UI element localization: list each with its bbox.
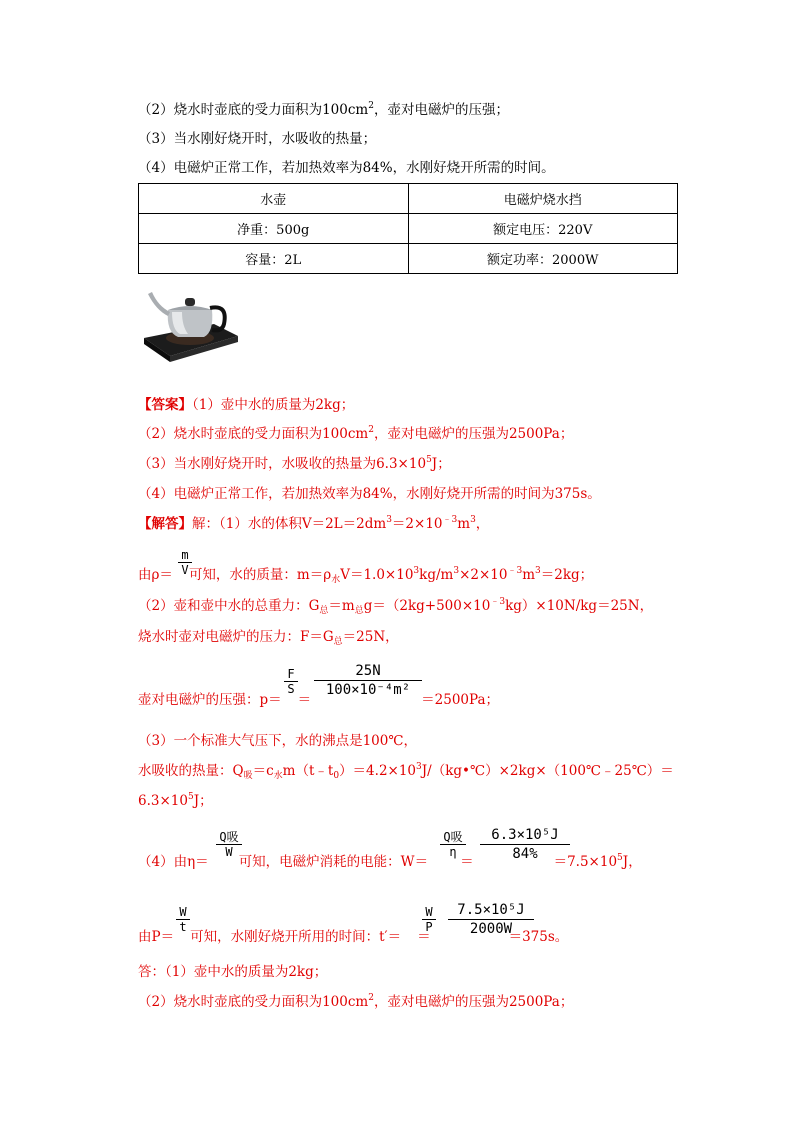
superscript: ﹣3 <box>442 515 458 525</box>
answer-1 <box>138 395 354 415</box>
closing-1: 答：（1）壶中水的质量为2kg； <box>138 964 328 980</box>
solution-2 <box>138 565 593 585</box>
fraction-denominator: V <box>181 563 189 577</box>
solution-text: 由ρ＝ <box>138 567 173 583</box>
solution-text: ， <box>475 516 490 532</box>
table-cell: 额定电压：220V <box>408 214 678 244</box>
fraction-numerator: 7.5×10⁵J <box>457 902 525 918</box>
subscript: 水 <box>331 575 341 585</box>
solution-5 <box>138 690 499 710</box>
solution-text: m <box>522 567 535 583</box>
superscript: 2 <box>368 993 374 1003</box>
superscript: 3 <box>453 566 460 576</box>
subscript: 水 <box>273 771 283 781</box>
solution-text: J/（kg•℃）×2kg×（100℃﹣25℃）＝ <box>421 763 674 779</box>
question-3: （3）当水刚好烧开时，水吸收的热量； <box>138 131 377 147</box>
table-header-cell: 水壶 <box>139 184 409 214</box>
solution-3 <box>138 596 653 616</box>
answer-2-text: （2）烧水时壶底的受力面积为100cm <box>138 426 369 442</box>
solution-8 <box>138 791 213 811</box>
spec-table <box>138 183 678 274</box>
answer-4: （4）电磁炉正常工作，若加热效率为84%，水刚好烧开所需的时间为375s。 <box>138 486 601 502</box>
question-2-end: ，壶对电磁炉的压强； <box>373 102 509 118</box>
answer-tag: 【答案】 <box>138 397 192 413</box>
solution-text: ＝m <box>328 598 355 614</box>
fraction-numerator: Q吸 <box>219 830 239 844</box>
solution-text: 壶对电磁炉的压强：p＝ <box>138 692 282 708</box>
solution-text: ＝ <box>417 929 431 945</box>
table-row <box>139 214 678 244</box>
solution-text: J， <box>622 854 642 870</box>
fraction-denominator: W <box>225 845 233 859</box>
fraction-denominator: t <box>179 920 187 934</box>
solution-4 <box>138 627 399 647</box>
table-cell: 净重：500g <box>139 214 409 244</box>
solution-text: 由P＝ <box>138 929 175 945</box>
superscript: ﹣3 <box>507 566 523 576</box>
solution-9 <box>138 852 642 872</box>
solution-10 <box>138 927 568 947</box>
fraction-denominator: 100×10⁻⁴m² <box>325 682 411 698</box>
solution-text: 可知，水的质量：m＝ρ <box>188 567 332 583</box>
table-row <box>139 244 678 274</box>
fraction-denominator: P <box>425 920 433 934</box>
solution-text: 可知，水刚好烧开所用的时间：t′＝ <box>190 929 402 945</box>
solution-text: 水吸收的热量：Q <box>138 763 244 779</box>
solution-text: ＝2×10 <box>391 516 443 532</box>
fraction-numerator: m <box>181 548 189 562</box>
superscript: 2 <box>368 101 374 111</box>
solution-text: m（t﹣t <box>282 763 334 779</box>
fraction-numerator: 6.3×10⁵J <box>491 827 559 843</box>
solution-text: ＝7.5×10 <box>553 854 618 870</box>
solution-text: g＝（2kg+500×10 <box>363 598 491 614</box>
solution-text: 6.3×10 <box>138 793 188 809</box>
table-header-row <box>139 184 678 214</box>
subscript: 总 <box>333 637 343 647</box>
solution-text: （2）壶和壶中水的总重力：G <box>138 598 320 614</box>
answer-2 <box>138 424 573 444</box>
solution-text: ＝c <box>252 763 274 779</box>
question-2 <box>138 100 509 120</box>
solution-text: ）＝4.2×10 <box>339 763 417 779</box>
superscript: 5 <box>426 455 432 465</box>
solution-text: ＝ <box>297 692 312 708</box>
solution-1 <box>138 514 489 534</box>
superscript: ﹣3 <box>490 597 506 607</box>
question-2-text: （2）烧水时壶底的受力面积为100cm <box>138 102 369 118</box>
fraction-numerator: Q吸 <box>443 830 463 844</box>
answer-3-text: （3）当水刚好烧开时，水吸收的热量为6.3×10 <box>138 456 427 472</box>
subscript: 0 <box>333 771 340 781</box>
superscript: 3 <box>386 515 392 525</box>
fraction-numerator: 25N <box>355 663 381 679</box>
solution-text: ＝2500Pa； <box>421 692 500 708</box>
kettle-on-induction-cooker-image <box>138 280 242 364</box>
fraction-denominator: S <box>287 682 295 696</box>
solution-text: kg/m <box>419 567 454 583</box>
superscript: 3 <box>416 762 422 772</box>
solution-text: ＝375s。 <box>508 929 569 945</box>
fraction-numerator: W <box>179 905 187 919</box>
subscript: 吸 <box>243 771 253 781</box>
superscript: 5 <box>617 853 623 863</box>
solution-text: kg）×10N/kg＝25N， <box>505 598 654 614</box>
subscript: 总 <box>354 606 364 616</box>
table-header-cell: 电磁炉烧水挡 <box>408 184 678 214</box>
solution-text: 烧水时壶对电磁炉的压力：F＝G <box>138 629 334 645</box>
answer-2-end: ，壶对电磁炉的压强为2500Pa； <box>373 426 574 442</box>
table-cell: 容量：2L <box>139 244 409 274</box>
solution-text: J； <box>193 793 213 809</box>
solution-7 <box>138 761 674 781</box>
question-4: （4）电磁炉正常工作，若加热效率为84%，水刚好烧开所需的时间。 <box>138 160 555 176</box>
solution-text: ＝25N， <box>342 629 399 645</box>
solution-6: （3）一个标准大气压下，水的沸点是100℃， <box>138 733 417 749</box>
fraction-numerator: F <box>287 667 295 681</box>
superscript: 5 <box>187 792 194 802</box>
subscript: 总 <box>319 606 329 616</box>
solution-tag: 【解答】 <box>138 516 192 532</box>
closing-text: ，壶对电磁炉的压强为2500Pa； <box>373 994 574 1010</box>
fraction-denominator: η <box>449 845 457 859</box>
solution-text: 可知，电磁炉消耗的电能：W＝ <box>238 854 429 870</box>
superscript: 2 <box>368 425 374 435</box>
table-cell: 额定功率：2000W <box>408 244 678 274</box>
superscript: 3 <box>535 566 541 576</box>
superscript: 3 <box>470 515 476 525</box>
answer-3 <box>138 454 451 474</box>
closing-text: （2）烧水时壶底的受力面积为100cm <box>138 994 369 1010</box>
answer-3-end: J； <box>431 456 451 472</box>
fraction-denominator: 84% <box>512 846 538 862</box>
solution-text: ＝2kg； <box>540 567 594 583</box>
solution-text: 解：（1）水的体积V＝2L＝2dm <box>192 516 387 532</box>
solution-text: m <box>457 516 471 532</box>
answer-1-text: （1）壶中水的质量为2kg； <box>192 397 355 413</box>
solution-text: ×2×10 <box>459 567 508 583</box>
fraction-numerator: W <box>425 905 433 919</box>
superscript: 3 <box>413 566 420 576</box>
solution-text: ＝ <box>460 854 474 870</box>
fraction-denominator: 2000W <box>469 921 513 937</box>
solution-text: （4）由η＝ <box>138 854 209 870</box>
closing-2 <box>138 992 573 1012</box>
solution-text: V＝1.0×10 <box>340 567 414 583</box>
